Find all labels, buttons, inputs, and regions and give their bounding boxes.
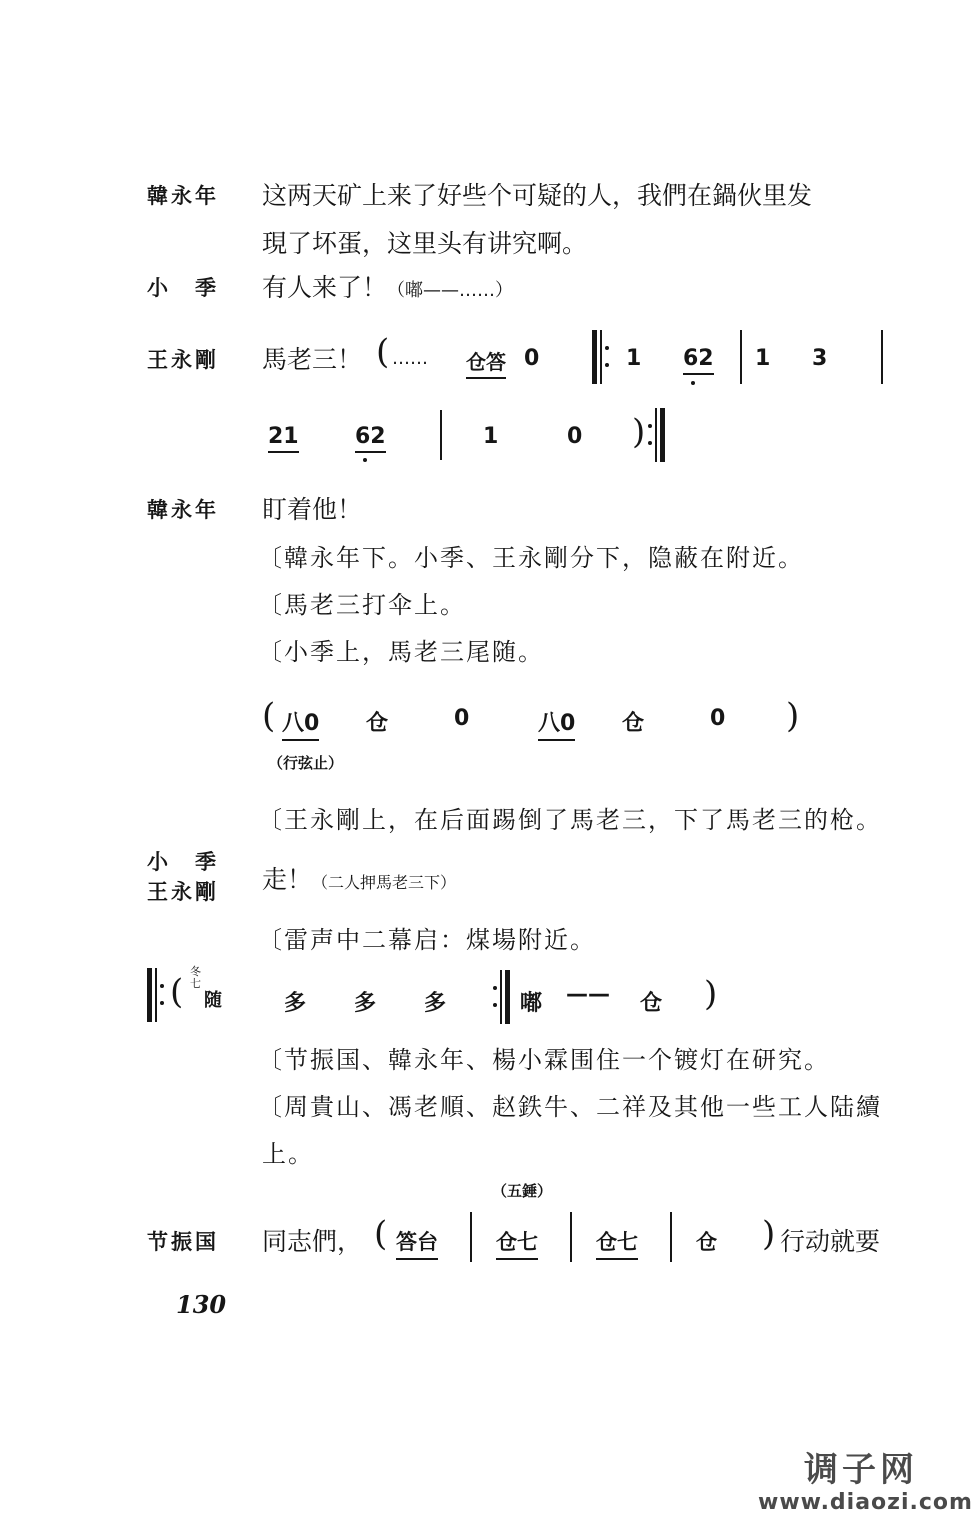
repeat-start-thin [600, 330, 602, 384]
line-both-text: 走！ [262, 865, 313, 894]
paren-close-3: ) [786, 696, 800, 736]
barline-1 [740, 330, 742, 384]
repeat-end-dots [648, 408, 652, 462]
speaker-jie-zhenguo: 节振国 [147, 1230, 219, 1254]
note-cang-qi-b: 仓七 [596, 1226, 638, 1260]
note-3: 3 [812, 346, 828, 371]
note-cang-b: 仓 [622, 711, 645, 736]
note-1c: 1 [483, 424, 499, 449]
repeat-end-thick-2 [505, 970, 510, 1024]
note-21: 21 [268, 424, 299, 453]
note-cang-c: 仓 [640, 991, 663, 1016]
line-xiao-ji-text: 有人来了！ [262, 273, 388, 302]
watermark-title: 调子网 [804, 1450, 918, 1490]
line-both-note: （二人押馬老三下） [312, 873, 457, 892]
line-xiao-ji-note: （嘟——……） [387, 280, 514, 301]
line-wang: 馬老三！ [262, 345, 363, 374]
note-du: 嘟 [520, 991, 543, 1016]
note-dongqi: 冬七 [190, 965, 201, 990]
note-1a: 1 [626, 346, 642, 371]
paren-open-3: ( [262, 696, 276, 736]
direction-2: 〔馬老三打伞上。 [258, 591, 466, 619]
paren-open-1: ( [376, 332, 390, 372]
repeat-end-thick [660, 408, 665, 462]
direction-4: 〔王永剛上，在后面踢倒了馬老三，下了馬老三的枪。 [258, 806, 882, 834]
direction-7a: 〔周貴山、馮老順、赵鉄牛、二祥及其他一些工人陆續 [258, 1093, 882, 1121]
paren-open-4: ( [170, 972, 184, 1012]
direction-1: 〔韓永年下。小季、王永剛分下，隐蔽在附近。 [258, 544, 804, 572]
barline-3 [440, 410, 442, 460]
line-han-1b: 現了坏蛋，这里头有讲究啊。 [262, 229, 588, 258]
page-number: 130 [176, 1290, 227, 1319]
line-both [262, 860, 456, 896]
direction-7b: 上。 [262, 1140, 314, 1168]
paren-close-2: ) [632, 412, 646, 452]
paren-close-5: ) [762, 1214, 776, 1254]
line-xiao-ji [262, 268, 513, 304]
note-0d: 0 [710, 706, 726, 731]
direction-6: 〔节振国、韓永年、楊小霖围住一个镀灯在研究。 [258, 1046, 830, 1074]
repeat-end-thin-2 [500, 970, 502, 1024]
note-cang-da: 仓答 [466, 346, 506, 379]
speaker-han-yongnian: 韓永年 [147, 184, 219, 208]
repeat-end-dots-2 [493, 970, 497, 1024]
note-cang-d: 仓 [696, 1230, 717, 1254]
repeat-start-dots-2 [160, 968, 164, 1022]
barline-2 [881, 330, 883, 384]
line-jie: 同志們， [262, 1227, 363, 1256]
note-xingxian-zhi: （行弦止） [268, 754, 344, 772]
note-wuchui: （五錘） [492, 1182, 553, 1200]
speaker-xiao-ji-2: 小 季 [147, 850, 219, 874]
note-62b: 62 [355, 424, 386, 453]
note-sui: 随 [204, 990, 222, 1011]
note-cang-qi-a: 仓七 [496, 1226, 538, 1260]
line-han-2: 盯着他！ [262, 495, 363, 524]
repeat-start-thin-2 [155, 968, 157, 1022]
note-duo-b: 多 [354, 991, 377, 1016]
low-dot-62a [691, 381, 695, 385]
line-jie-end: 行动就要 [780, 1227, 881, 1256]
note-0c: 0 [454, 706, 470, 731]
note-duo-c: 多 [424, 991, 447, 1016]
note-1b: 1 [755, 346, 771, 371]
note-cang-a: 仓 [366, 711, 389, 736]
watermark-url: www.diaozi.com [758, 1490, 973, 1515]
line-han-1a: 这两天矿上来了好些个可疑的人，我們在鍋伙里发 [262, 181, 813, 210]
speaker-wang-yonggang: 王永剛 [147, 348, 219, 372]
paren-close-4: ) [704, 974, 718, 1014]
repeat-end-thin [655, 408, 657, 462]
barline-5a [470, 1212, 472, 1262]
direction-3: 〔小季上，馬老三尾随。 [258, 638, 544, 666]
note-0: 0 [524, 346, 540, 371]
low-dot-62b [363, 458, 367, 462]
repeat-start-thick [592, 330, 597, 384]
paren-open-5: ( [374, 1214, 388, 1254]
speaker-xiao-ji: 小 季 [147, 276, 219, 300]
barline-5c [670, 1212, 672, 1262]
note-ba0b: 八0 [538, 706, 575, 741]
note-dash: —— [566, 982, 610, 1007]
speaker-han-yongnian-2: 韓永年 [147, 498, 219, 522]
barline-5b [570, 1212, 572, 1262]
note-da-tai: 答台 [396, 1226, 438, 1260]
speaker-wang-yonggang-2: 王永剛 [147, 880, 219, 904]
ellipsis-1: …… [392, 348, 428, 369]
note-ba0a: 八0 [282, 706, 319, 741]
repeat-start-thick-2 [147, 968, 152, 1022]
note-62a: 62 [683, 346, 714, 375]
note-duo-a: 多 [284, 991, 307, 1016]
repeat-start-dots [605, 330, 609, 384]
note-0b: 0 [567, 424, 583, 449]
direction-5: 〔雷声中二幕启：煤場附近。 [258, 926, 596, 954]
